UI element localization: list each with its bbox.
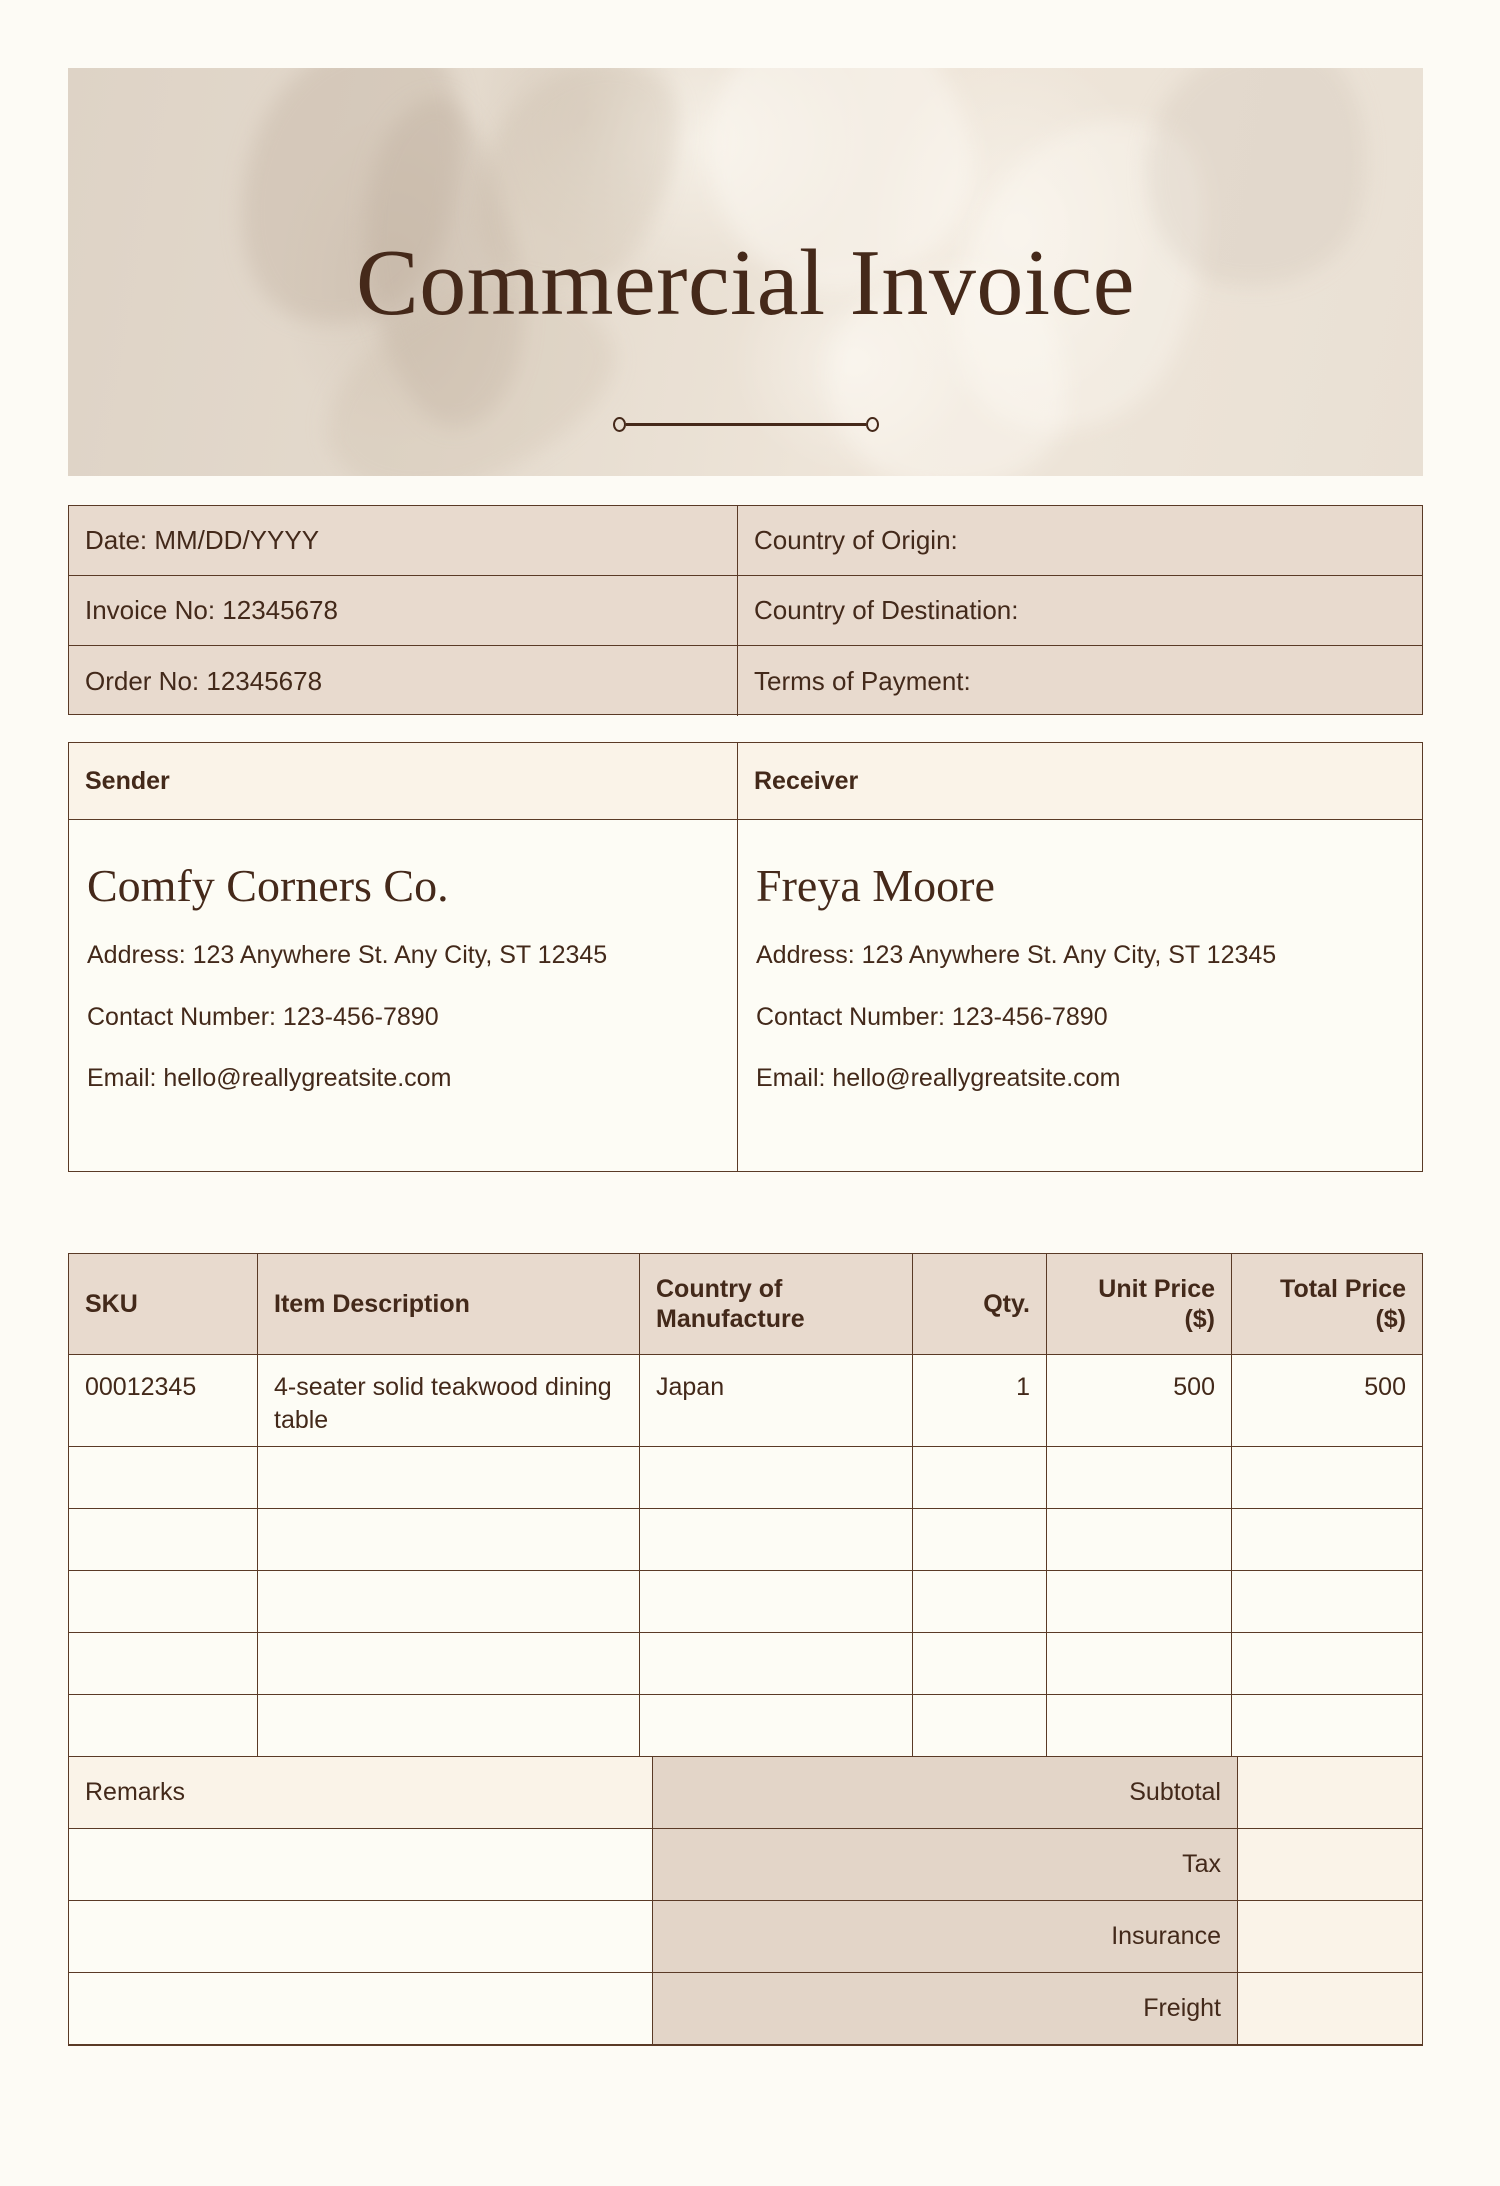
summary-row-tax xyxy=(69,1829,1422,1901)
summary-row-insurance xyxy=(69,1901,1422,1973)
cell-qty: 1 xyxy=(912,1355,1046,1446)
sender-address: Address: 123 Anywhere St. Any City, ST 12345 xyxy=(87,941,608,970)
remarks-input[interactable] xyxy=(69,1829,652,1900)
cell-total-price xyxy=(1231,1571,1422,1632)
column-header-total-price: Total Price ($) xyxy=(1231,1254,1422,1354)
receiver-name: Freya Moore xyxy=(756,860,995,911)
meta-invoice-no: Invoice No: 12345678 xyxy=(85,595,338,625)
cell-unit-price xyxy=(1046,1447,1231,1508)
invoice-meta-table xyxy=(68,505,1423,715)
column-header-country-of-manufacture: Country of Manufacture xyxy=(639,1254,912,1354)
remarks-label: Remarks xyxy=(69,1757,652,1828)
cell-item-description xyxy=(257,1633,639,1694)
cell-sku: 00012345 xyxy=(85,1373,197,1401)
column-header-qty: Qty. xyxy=(912,1254,1046,1354)
cell-qty xyxy=(912,1695,1046,1756)
cell-sku xyxy=(69,1447,257,1508)
column-header-item-description: Item Description xyxy=(257,1254,639,1354)
cell-sku xyxy=(69,1509,257,1570)
page-title: Commercial Invoice xyxy=(356,231,1135,335)
table-row xyxy=(69,1355,1422,1447)
cell-country-of-manufacture xyxy=(639,1695,912,1756)
line-items-table xyxy=(68,1253,1423,2046)
remarks-input-cont[interactable] xyxy=(69,1901,652,1972)
title-divider xyxy=(68,413,1423,435)
receiver-header: Receiver xyxy=(737,743,1422,819)
cell-sku xyxy=(69,1633,257,1694)
cell-total-price xyxy=(1231,1447,1422,1508)
cell-qty xyxy=(912,1633,1046,1694)
remarks-input-cont[interactable] xyxy=(69,1973,652,2044)
cell-unit-price: 500 xyxy=(1046,1355,1231,1446)
summary-label-tax: Tax xyxy=(652,1829,1237,1900)
meta-country-of-origin: Country of Origin: xyxy=(737,506,1422,575)
cell-total-price xyxy=(1231,1633,1422,1694)
divider-right-circle-icon xyxy=(866,417,879,432)
receiver-email: Email: hello@reallygreatsite.com xyxy=(756,1063,1121,1092)
meta-terms-of-payment: Terms of Payment: xyxy=(737,646,1422,716)
table-row-empty xyxy=(69,1695,1422,1757)
column-header-sku: SKU xyxy=(85,1289,138,1318)
cell-total-price: 500 xyxy=(1231,1355,1422,1446)
cell-country-of-manufacture xyxy=(639,1447,912,1508)
line-items-header-row xyxy=(69,1254,1422,1355)
parties-body-row xyxy=(69,820,1422,1172)
table-row xyxy=(69,576,1422,646)
sender-name: Comfy Corners Co. xyxy=(87,860,449,911)
table-row-empty xyxy=(69,1509,1422,1571)
table-row-empty xyxy=(69,1633,1422,1695)
divider-line xyxy=(626,423,866,426)
cell-unit-price xyxy=(1046,1509,1231,1570)
cell-item-description: 4-seater solid teakwood dining table xyxy=(257,1355,639,1446)
sender-email: Email: hello@reallygreatsite.com xyxy=(87,1063,452,1092)
summary-value-subtotal[interactable] xyxy=(1237,1757,1422,1828)
divider-left-circle-icon xyxy=(613,417,626,432)
column-header-unit-price: Unit Price ($) xyxy=(1046,1254,1231,1354)
cell-item-description xyxy=(257,1509,639,1570)
receiver-block xyxy=(737,820,1422,1172)
sender-contact: Contact Number: 123-456-7890 xyxy=(87,1002,439,1031)
parties-table xyxy=(68,742,1423,1172)
summary-value-freight[interactable] xyxy=(1237,1973,1422,2044)
summary-value-insurance[interactable] xyxy=(1237,1901,1422,1972)
cell-qty xyxy=(912,1447,1046,1508)
summary-label-insurance: Insurance xyxy=(652,1901,1237,1972)
table-row xyxy=(69,506,1422,576)
cell-qty xyxy=(912,1509,1046,1570)
meta-country-of-destination: Country of Destination: xyxy=(737,576,1422,645)
sender-block xyxy=(69,820,737,1172)
header-banner xyxy=(68,68,1423,476)
summary-label-freight: Freight xyxy=(652,1973,1237,2044)
summary-row-subtotal xyxy=(69,1757,1422,1829)
summary-value-tax[interactable] xyxy=(1237,1829,1422,1900)
cell-country-of-manufacture xyxy=(639,1633,912,1694)
receiver-contact: Contact Number: 123-456-7890 xyxy=(756,1002,1108,1031)
summary-label-subtotal: Subtotal xyxy=(652,1757,1237,1828)
cell-qty xyxy=(912,1571,1046,1632)
receiver-address: Address: 123 Anywhere St. Any City, ST 12345 xyxy=(756,941,1277,970)
cell-country-of-manufacture: Japan xyxy=(639,1355,912,1446)
table-row xyxy=(69,646,1422,716)
cell-item-description xyxy=(257,1447,639,1508)
cell-total-price xyxy=(1231,1695,1422,1756)
cell-unit-price xyxy=(1046,1695,1231,1756)
cell-country-of-manufacture xyxy=(639,1571,912,1632)
sender-header: Sender xyxy=(85,766,170,795)
cell-item-description xyxy=(257,1695,639,1756)
cell-sku xyxy=(69,1571,257,1632)
cell-country-of-manufacture xyxy=(639,1509,912,1570)
table-row-empty xyxy=(69,1447,1422,1509)
parties-header-row xyxy=(69,743,1422,820)
meta-order-no: Order No: 12345678 xyxy=(85,665,323,696)
cell-total-price xyxy=(1231,1509,1422,1570)
meta-date: Date: MM/DD/YYYY xyxy=(85,525,320,555)
cell-sku xyxy=(69,1695,257,1756)
summary-row-freight xyxy=(69,1973,1422,2045)
table-row-empty xyxy=(69,1571,1422,1633)
cell-item-description xyxy=(257,1571,639,1632)
cell-unit-price xyxy=(1046,1571,1231,1632)
cell-unit-price xyxy=(1046,1633,1231,1694)
